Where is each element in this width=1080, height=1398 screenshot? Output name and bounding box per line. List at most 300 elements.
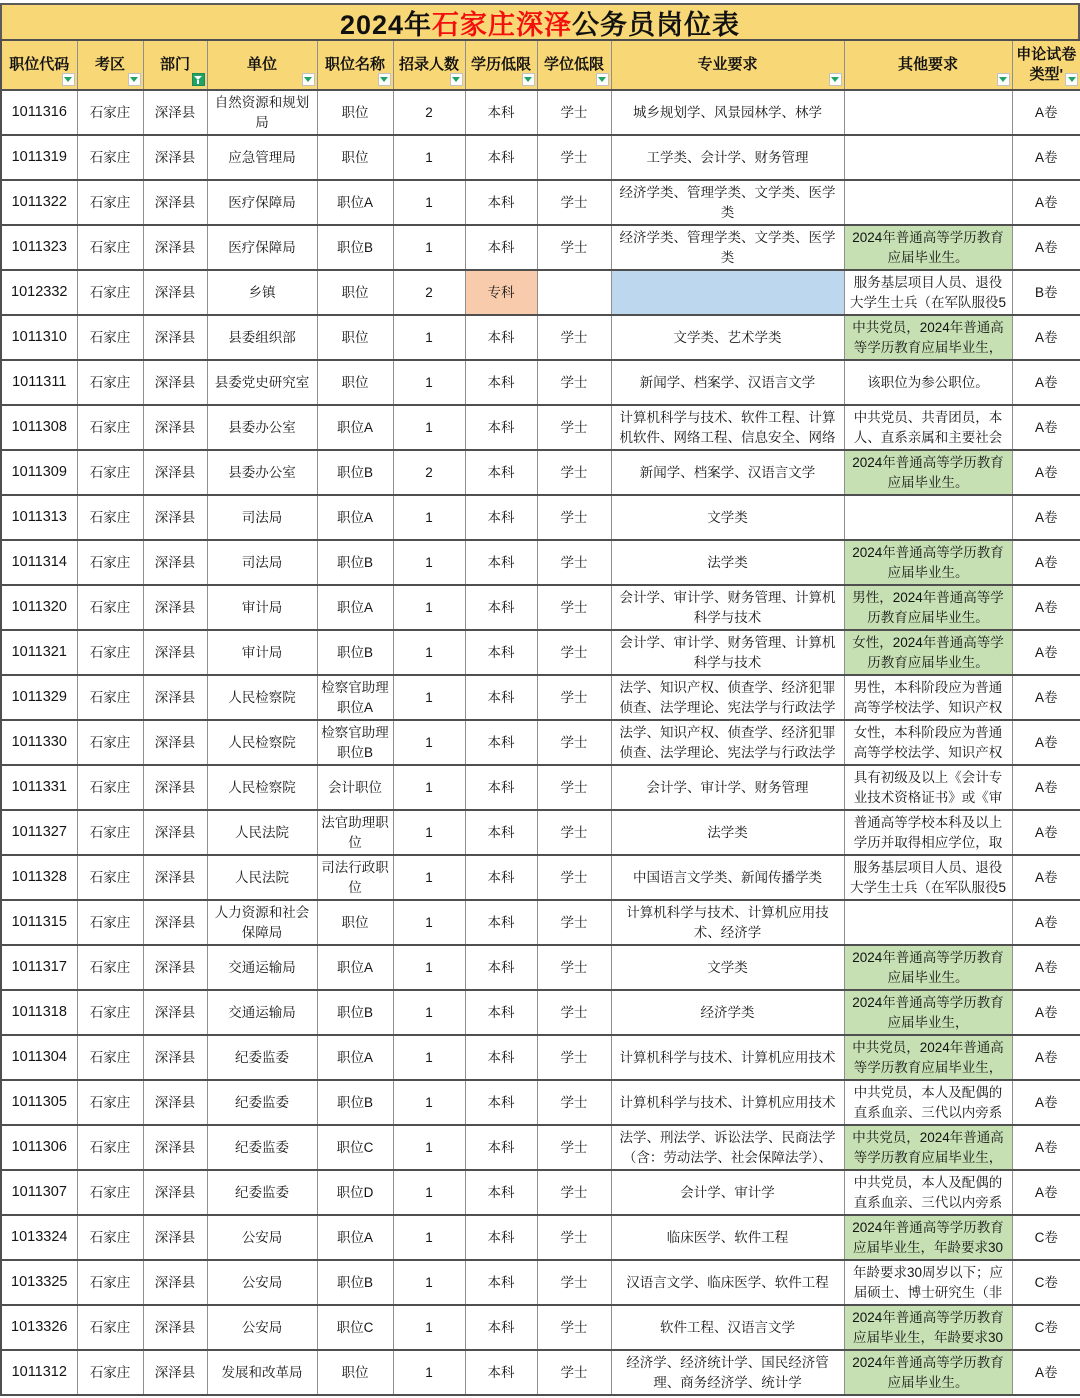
filter-dropdown-icon[interactable] (829, 73, 842, 86)
table-row (1, 1170, 1080, 1215)
cell-position: 职位B (317, 990, 393, 1035)
cell-unit: 县委办公室 (207, 405, 317, 450)
cell-county: 深泽县 (143, 900, 207, 945)
table-row (1, 945, 1080, 990)
cell-county: 深泽县 (143, 1350, 207, 1395)
cell-code: 1011307 (1, 1170, 77, 1215)
cell-paper: A卷 (1012, 990, 1080, 1035)
cell-unit: 司法局 (207, 540, 317, 585)
cell-position: 职位A (317, 1215, 393, 1260)
cell-paper: A卷 (1012, 630, 1080, 675)
cell-count: 1 (393, 495, 465, 540)
cell-count: 1 (393, 1215, 465, 1260)
column-header-label: 单位 (246, 55, 277, 73)
table-row (1, 855, 1080, 900)
cell-district: 石家庄 (77, 135, 143, 180)
cell-education: 本科 (465, 315, 537, 360)
cell-education: 本科 (465, 900, 537, 945)
cell-major: 计算机科学与技术、计算机应用技术 (611, 1035, 844, 1080)
cell-position: 职位C (317, 1305, 393, 1350)
filter-dropdown-icon[interactable] (450, 73, 463, 86)
cell-major: 中国语言文学类、新闻传播学类 (611, 855, 844, 900)
cell-degree: 学士 (537, 855, 611, 900)
cell-major: 新闻学、档案学、汉语言文学 (611, 360, 844, 405)
cell-education: 本科 (465, 675, 537, 720)
filter-dropdown-icon[interactable] (997, 73, 1010, 86)
cell-major: 文学类 (611, 945, 844, 990)
cell-degree: 学士 (537, 135, 611, 180)
column-header-label: 学位低限 (543, 55, 604, 73)
column-header-label: 申论试卷类型' (1016, 45, 1077, 83)
cell-position: 会计职位 (317, 765, 393, 810)
cell-district: 石家庄 (77, 1260, 143, 1305)
cell-code: 1011308 (1, 405, 77, 450)
cell-education: 本科 (465, 810, 537, 855)
cell-degree: 学士 (537, 585, 611, 630)
cell-paper: A卷 (1012, 855, 1080, 900)
cell-unit: 交通运输局 (207, 990, 317, 1035)
cell-other: 普通高等学校本科及以上学历并取得相应学位，取 (844, 810, 1012, 855)
cell-degree: 学士 (537, 225, 611, 270)
column-header-label: 其他要求 (897, 55, 958, 73)
cell-count: 1 (393, 1260, 465, 1305)
column-header-position (317, 40, 393, 90)
cell-unit: 乡镇 (207, 270, 317, 315)
column-header-major (611, 40, 844, 90)
cell-count: 2 (393, 270, 465, 315)
cell-unit: 纪委监委 (207, 1125, 317, 1170)
cell-position: 职位 (317, 315, 393, 360)
cell-paper: A卷 (1012, 945, 1080, 990)
cell-major: 法学类 (611, 810, 844, 855)
cell-major: 法学类 (611, 540, 844, 585)
cell-degree: 学士 (537, 1215, 611, 1260)
cell-degree: 学士 (537, 720, 611, 765)
cell-paper: A卷 (1012, 90, 1080, 135)
cell-unit: 审计局 (207, 630, 317, 675)
cell-degree: 学士 (537, 90, 611, 135)
cell-position: 职位 (317, 1350, 393, 1395)
cell-major: 会计学、审计学 (611, 1170, 844, 1215)
page-title (0, 3, 1080, 39)
cell-county: 深泽县 (143, 810, 207, 855)
cell-code: 1011331 (1, 765, 77, 810)
cell-other: 服务基层项目人员、退役大学生士兵（在军队服役5 (844, 270, 1012, 315)
cell-paper: A卷 (1012, 180, 1080, 225)
cell-other (844, 495, 1012, 540)
cell-unit: 发展和改革局 (207, 1350, 317, 1395)
cell-position: 职位 (317, 90, 393, 135)
cell-code: 1011320 (1, 585, 77, 630)
cell-paper: A卷 (1012, 675, 1080, 720)
cell-education: 本科 (465, 540, 537, 585)
cell-other: 具有初级及以上《会计专业技术资格证书》或《审 (844, 765, 1012, 810)
cell-county: 深泽县 (143, 945, 207, 990)
cell-degree: 学士 (537, 180, 611, 225)
cell-education: 本科 (465, 855, 537, 900)
cell-county: 深泽县 (143, 405, 207, 450)
cell-district: 石家庄 (77, 720, 143, 765)
table-row (1, 540, 1080, 585)
cell-position: 职位A (317, 180, 393, 225)
cell-major: 计算机科学与技术、软件工程、计算机软件、网络工程、信息安全、网络 (611, 405, 844, 450)
table-row (1, 1215, 1080, 1260)
cell-other: 服务基层项目人员、退役大学生士兵（在军队服役5 (844, 855, 1012, 900)
column-header-label: 职位名称 (324, 55, 385, 73)
cell-county: 深泽县 (143, 315, 207, 360)
cell-unit: 应急管理局 (207, 135, 317, 180)
cell-degree: 学士 (537, 360, 611, 405)
cell-position: 职位C (317, 1125, 393, 1170)
cell-count: 1 (393, 765, 465, 810)
cell-district: 石家庄 (77, 765, 143, 810)
cell-paper: A卷 (1012, 900, 1080, 945)
cell-count: 1 (393, 990, 465, 1035)
cell-education: 本科 (465, 225, 537, 270)
cell-count: 1 (393, 1125, 465, 1170)
cell-position: 职位 (317, 270, 393, 315)
filter-dropdown-icon[interactable] (378, 73, 391, 86)
cell-degree: 学士 (537, 1170, 611, 1215)
cell-count: 1 (393, 315, 465, 360)
cell-education: 本科 (465, 1305, 537, 1350)
cell-other: 2024年普通高等学历教育应届毕业生。 (844, 1350, 1012, 1395)
filter-dropdown-icon[interactable] (1065, 73, 1078, 86)
cell-degree (537, 270, 611, 315)
cell-paper: C卷 (1012, 1305, 1080, 1350)
cell-degree: 学士 (537, 990, 611, 1035)
cell-district: 石家庄 (77, 1080, 143, 1125)
cell-district: 石家庄 (77, 585, 143, 630)
cell-major: 文学类、艺术学类 (611, 315, 844, 360)
cell-major: 会计学、审计学、财务管理、计算机科学与技术 (611, 630, 844, 675)
cell-unit: 交通运输局 (207, 945, 317, 990)
cell-education: 本科 (465, 180, 537, 225)
column-header-education (465, 40, 537, 90)
cell-other (844, 900, 1012, 945)
cell-degree: 学士 (537, 1035, 611, 1080)
cell-county: 深泽县 (143, 765, 207, 810)
cell-district: 石家庄 (77, 1305, 143, 1350)
cell-major: 新闻学、档案学、汉语言文学 (611, 450, 844, 495)
cell-district: 石家庄 (77, 1035, 143, 1080)
cell-education: 本科 (465, 1350, 537, 1395)
cell-unit: 县委组织部 (207, 315, 317, 360)
cell-county: 深泽县 (143, 1080, 207, 1125)
column-header-unit (207, 40, 317, 90)
cell-count: 1 (393, 900, 465, 945)
cell-district: 石家庄 (77, 1350, 143, 1395)
cell-county: 深泽县 (143, 495, 207, 540)
cell-code: 1011321 (1, 630, 77, 675)
cell-code: 1011316 (1, 90, 77, 135)
cell-paper: A卷 (1012, 810, 1080, 855)
cell-unit: 自然资源和规划局 (207, 90, 317, 135)
table-row (1, 495, 1080, 540)
cell-other: 男性，本科阶段应为普通高等学校法学、知识产权 (844, 675, 1012, 720)
filter-dropdown-icon[interactable] (302, 73, 315, 86)
cell-code: 1011304 (1, 1035, 77, 1080)
cell-position: 职位B (317, 540, 393, 585)
cell-county: 深泽县 (143, 1260, 207, 1305)
cell-unit: 人民法院 (207, 855, 317, 900)
cell-education: 本科 (465, 405, 537, 450)
cell-code: 1011312 (1, 1350, 77, 1395)
cell-major: 计算机科学与技术、计算机应用技术 (611, 1080, 844, 1125)
cell-paper: A卷 (1012, 1170, 1080, 1215)
cell-paper: A卷 (1012, 1035, 1080, 1080)
table-row (1, 225, 1080, 270)
cell-county: 深泽县 (143, 630, 207, 675)
table-row (1, 675, 1080, 720)
cell-major: 经济学类、管理学类、文学类、医学类 (611, 180, 844, 225)
table-row (1, 630, 1080, 675)
cell-education: 本科 (465, 1125, 537, 1170)
cell-other (844, 90, 1012, 135)
cell-code: 1011309 (1, 450, 77, 495)
cell-count: 1 (393, 1170, 465, 1215)
cell-position: 职位D (317, 1170, 393, 1215)
cell-count: 1 (393, 855, 465, 900)
table-row (1, 990, 1080, 1035)
table-row (1, 810, 1080, 855)
cell-paper: A卷 (1012, 765, 1080, 810)
cell-district: 石家庄 (77, 810, 143, 855)
cell-district: 石家庄 (77, 225, 143, 270)
column-header-label: 部门 (159, 55, 190, 73)
cell-position: 职位A (317, 405, 393, 450)
cell-count: 1 (393, 585, 465, 630)
cell-code: 1011328 (1, 855, 77, 900)
table-row (1, 1080, 1080, 1125)
column-header-district (77, 40, 143, 90)
cell-degree: 学士 (537, 1125, 611, 1170)
column-header-label: 职位代码 (9, 55, 70, 73)
cell-unit: 人力资源和社会保障局 (207, 900, 317, 945)
cell-other: 女性，本科阶段应为普通高等学校法学、知识产权 (844, 720, 1012, 765)
cell-unit: 医疗保障局 (207, 180, 317, 225)
cell-other: 2024年普通高等学历教育应届毕业生。 (844, 225, 1012, 270)
cell-education: 本科 (465, 135, 537, 180)
cell-education: 本科 (465, 495, 537, 540)
cell-education: 本科 (465, 1035, 537, 1080)
column-header-code (1, 40, 77, 90)
cell-education: 本科 (465, 90, 537, 135)
cell-major: 经济学、经济统计学、国民经济管理、商务经济学、统计学 (611, 1350, 844, 1395)
table-row (1, 1305, 1080, 1350)
cell-education: 本科 (465, 630, 537, 675)
cell-county: 深泽县 (143, 1125, 207, 1170)
cell-major: 会计学、审计学、财务管理 (611, 765, 844, 810)
cell-education: 本科 (465, 765, 537, 810)
cell-county: 深泽县 (143, 1215, 207, 1260)
cell-county: 深泽县 (143, 135, 207, 180)
cell-count: 1 (393, 405, 465, 450)
cell-district: 石家庄 (77, 180, 143, 225)
cell-count: 1 (393, 1080, 465, 1125)
cell-position: 职位B (317, 450, 393, 495)
cell-code: 1011311 (1, 360, 77, 405)
cell-paper: B卷 (1012, 270, 1080, 315)
cell-other (844, 135, 1012, 180)
table-row (1, 1125, 1080, 1170)
filter-dropdown-icon[interactable] (128, 73, 141, 86)
cell-district: 石家庄 (77, 1215, 143, 1260)
cell-position: 检察官助理职位B (317, 720, 393, 765)
cell-other (844, 180, 1012, 225)
cell-district: 石家庄 (77, 495, 143, 540)
cell-education: 本科 (465, 720, 537, 765)
cell-code: 1013324 (1, 1215, 77, 1260)
cell-code: 1011315 (1, 900, 77, 945)
cell-education: 本科 (465, 1215, 537, 1260)
filter-dropdown-icon[interactable] (522, 73, 535, 86)
cell-unit: 纪委监委 (207, 1080, 317, 1125)
cell-education: 本科 (465, 1170, 537, 1215)
cell-unit: 纪委监委 (207, 1170, 317, 1215)
filter-dropdown-icon[interactable] (62, 73, 75, 86)
table-row (1, 180, 1080, 225)
cell-position: 法官助理职位 (317, 810, 393, 855)
cell-other: 女性，2024年普通高等学历教育应届毕业生。 (844, 630, 1012, 675)
cell-major: 城乡规划学、风景园林学、林学 (611, 90, 844, 135)
cell-county: 深泽县 (143, 675, 207, 720)
cell-district: 石家庄 (77, 945, 143, 990)
cell-major: 软件工程、汉语言文学 (611, 1305, 844, 1350)
cell-other: 年龄要求30周岁以下；应届硕士、博士研究生（非 (844, 1260, 1012, 1305)
cell-other: 中共党员，本人及配偶的直系血亲、三代以内旁系 (844, 1080, 1012, 1125)
cell-count: 1 (393, 945, 465, 990)
cell-major (611, 270, 844, 315)
cell-position: 职位B (317, 1260, 393, 1305)
cell-code: 1011314 (1, 540, 77, 585)
cell-major: 汉语言文学、临床医学、软件工程 (611, 1260, 844, 1305)
cell-code: 1013325 (1, 1260, 77, 1305)
cell-count: 1 (393, 540, 465, 585)
cell-code: 1011323 (1, 225, 77, 270)
cell-other: 2024年普通高等学历教育应届毕业生。 (844, 540, 1012, 585)
cell-unit: 司法局 (207, 495, 317, 540)
cell-unit: 公安局 (207, 1215, 317, 1260)
cell-position: 职位A (317, 495, 393, 540)
cell-paper: A卷 (1012, 585, 1080, 630)
cell-paper: A卷 (1012, 495, 1080, 540)
cell-county: 深泽县 (143, 180, 207, 225)
cell-count: 2 (393, 450, 465, 495)
cell-major: 临床医学、软件工程 (611, 1215, 844, 1260)
cell-district: 石家庄 (77, 450, 143, 495)
cell-unit: 人民检察院 (207, 765, 317, 810)
cell-count: 1 (393, 675, 465, 720)
cell-district: 石家庄 (77, 270, 143, 315)
cell-county: 深泽县 (143, 585, 207, 630)
cell-other: 中共党员，2024年普通高等学历教育应届毕业生， (844, 1035, 1012, 1080)
cell-unit: 公安局 (207, 1260, 317, 1305)
cell-district: 石家庄 (77, 900, 143, 945)
cell-paper: A卷 (1012, 360, 1080, 405)
cell-education: 本科 (465, 1260, 537, 1305)
table-row (1, 135, 1080, 180)
cell-degree: 学士 (537, 945, 611, 990)
cell-unit: 纪委监委 (207, 1035, 317, 1080)
cell-code: 1013326 (1, 1305, 77, 1350)
cell-degree: 学士 (537, 450, 611, 495)
cell-district: 石家庄 (77, 315, 143, 360)
cell-count: 1 (393, 225, 465, 270)
cell-code: 1011317 (1, 945, 77, 990)
cell-district: 石家庄 (77, 90, 143, 135)
cell-district: 石家庄 (77, 540, 143, 585)
cell-paper: A卷 (1012, 225, 1080, 270)
cell-major: 工学类、会计学、财务管理 (611, 135, 844, 180)
cell-degree: 学士 (537, 540, 611, 585)
column-header-other (844, 40, 1012, 90)
table-row (1, 585, 1080, 630)
cell-code: 1011327 (1, 810, 77, 855)
table-row (1, 1035, 1080, 1080)
column-header-paper (1012, 40, 1080, 90)
cell-education: 专科 (465, 270, 537, 315)
cell-code: 1011319 (1, 135, 77, 180)
filter-dropdown-icon[interactable] (596, 73, 609, 86)
cell-major: 文学类 (611, 495, 844, 540)
cell-unit: 人民法院 (207, 810, 317, 855)
cell-code: 1011313 (1, 495, 77, 540)
table-row (1, 405, 1080, 450)
cell-count: 1 (393, 180, 465, 225)
cell-other: 男性，2024年普通高等学历教育应届毕业生。 (844, 585, 1012, 630)
cell-county: 深泽县 (143, 540, 207, 585)
cell-count: 1 (393, 1350, 465, 1395)
cell-county: 深泽县 (143, 1170, 207, 1215)
cell-paper: A卷 (1012, 1080, 1080, 1125)
column-header-label: 学历低限 (470, 55, 531, 73)
filter-funnel-icon[interactable] (192, 73, 205, 86)
cell-unit: 县委党史研究室 (207, 360, 317, 405)
cell-code: 1011306 (1, 1125, 77, 1170)
cell-position: 检察官助理职位A (317, 675, 393, 720)
column-header-county (143, 40, 207, 90)
cell-district: 石家庄 (77, 675, 143, 720)
column-header-degree (537, 40, 611, 90)
positions-table (0, 39, 1080, 1396)
cell-county: 深泽县 (143, 90, 207, 135)
table-row (1, 360, 1080, 405)
cell-county: 深泽县 (143, 450, 207, 495)
cell-position: 职位 (317, 900, 393, 945)
cell-district: 石家庄 (77, 990, 143, 1035)
cell-major: 计算机科学与技术、计算机应用技术、经济学 (611, 900, 844, 945)
table-row (1, 1350, 1080, 1395)
cell-county: 深泽县 (143, 855, 207, 900)
cell-other: 中共党员，2024年普通高等学历教育应届毕业生， (844, 1125, 1012, 1170)
cell-major: 会计学、审计学、财务管理、计算机科学与技术 (611, 585, 844, 630)
table-row (1, 270, 1080, 315)
cell-education: 本科 (465, 945, 537, 990)
table-row (1, 1260, 1080, 1305)
cell-count: 2 (393, 90, 465, 135)
title-highlight: 石家庄深泽 (432, 9, 573, 40)
column-header-count (393, 40, 465, 90)
cell-county: 深泽县 (143, 225, 207, 270)
cell-unit: 人民检察院 (207, 675, 317, 720)
cell-code: 1012332 (1, 270, 77, 315)
cell-major: 经济学类、管理学类、文学类、医学类 (611, 225, 844, 270)
cell-education: 本科 (465, 1080, 537, 1125)
cell-degree: 学士 (537, 495, 611, 540)
cell-other: 中共党员，2024年普通高等学历教育应届毕业生， (844, 315, 1012, 360)
cell-position: 职位B (317, 630, 393, 675)
